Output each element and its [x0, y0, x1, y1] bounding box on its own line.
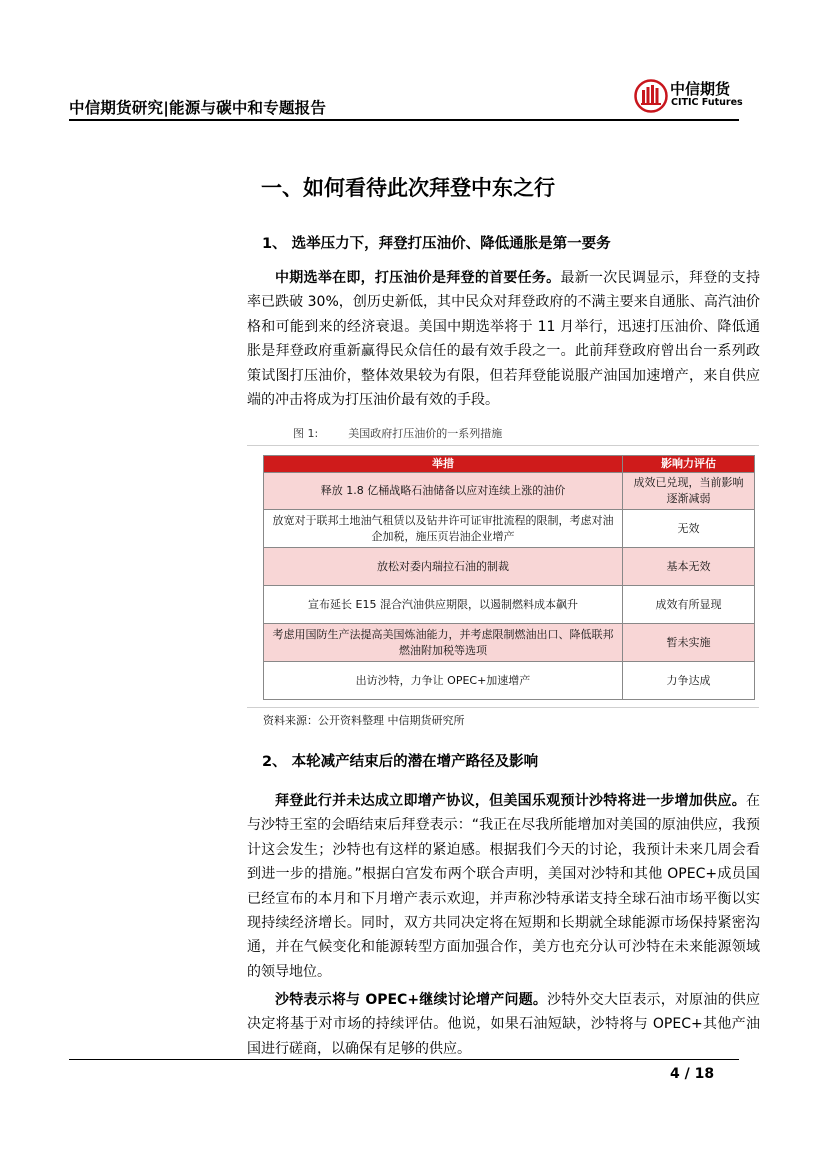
subsection-2-paragraph-1	[247, 789, 760, 984]
figure-source: 资料来源：公开资料整理 中信期货研究所	[263, 714, 465, 727]
paragraph-lead: 中期选举在即，打压油价是拜登的首要任务。	[275, 270, 561, 286]
report-header-title: 中信期货研究|能源与碳中和专题报告	[69, 99, 327, 117]
logo-english-name: CITIC Futures	[671, 97, 743, 108]
effect-cell: 力争达成	[623, 662, 755, 700]
figure-caption	[293, 425, 532, 441]
effect-cell: 暂未实施	[623, 624, 755, 662]
subsection-2-paragraph-2	[247, 988, 760, 1061]
column-header-measure: 举措	[264, 456, 623, 473]
measure-cell: 放宽对于联邦土地油气租赁以及钻井许可证审批流程的限制，考虑对油企加税，施压页岩油企业增产	[264, 510, 623, 548]
paragraph-body: 最新一次民调显示，拜登的支持率已跌破 30%，创历史新低，其中民众对拜登政府的不满主要来自通胀、高汽油价格和可能到来的经济衰退。美国中期选举将于 11 月举行，迅速打压油价、降低通胀是拜登政府重新赢得民众信任的最有效手段之一。此前拜登政府曾出台一系列政策试图打压油价，整体效果较为有限，但若拜登能说服产油国加速增产，来自供应端的冲击将成为打压油价最有效的手段。	[247, 270, 761, 409]
effect-cell: 无效	[623, 510, 755, 548]
citic-logo-icon	[634, 79, 668, 113]
figure-title: 美国政府打压油价的一系列措施	[348, 427, 503, 440]
paragraph-body: 在与沙特王室的会晤结束后拜登表示：“我正在尽我所能增加对美国的原油供应，我预计这会发生；沙特也有这样的紧迫感。根据我们今天的讨论，我预计未来几周会看到进一步的措施。”根据白宫发布两个联合声明，美国对沙特和其他 OPEC+成员国已经宣布的本月和下月增产表示欢迎，并声称沙特承诺支持全球石油市场平衡以实现持续经济增长。同时，双方共同决定将在短期和长期就全球能源市场保持紧密沟通，并在气候变化和能源转型方面加强合作，美方也充分认可沙特在未来能源领域的领导地位。	[247, 793, 760, 980]
paragraph-lead: 沙特表示将与 OPEC+继续讨论增产问题。	[275, 992, 548, 1008]
effect-cell: 成效有所显现	[623, 586, 755, 624]
figure-label: 图 1:	[293, 427, 319, 440]
table-row	[264, 548, 755, 586]
table-row	[264, 473, 755, 510]
measures-table	[263, 455, 755, 700]
subsection-1-title: 1、 选举压力下，拜登打压油价、降低通胀是第一要务	[262, 236, 611, 252]
paragraph-body: 沙特外交大臣表示，对原油的供应决定将基于对市场的持续评估。他说，如果石油短缺，沙特将与 OPEC+其他产油国进行磋商，以确保有足够的供应。	[247, 992, 760, 1057]
paragraph-lead: 拜登此行并未达成立即增产协议，但美国乐观预计沙特将进一步增加供应。	[275, 793, 746, 809]
effect-cell: 成效已兑现，当前影响逐渐减弱	[623, 473, 755, 510]
logo-chinese-name: 中信期货	[670, 80, 731, 98]
header-divider	[69, 119, 739, 121]
figure-bottom-rule	[247, 707, 759, 708]
figure-top-rule	[247, 445, 759, 446]
table-row	[264, 510, 755, 548]
page-number: 4 / 18	[670, 1066, 715, 1082]
effect-cell: 基本无效	[623, 548, 755, 586]
subsection-1-paragraph	[247, 266, 760, 412]
measure-cell: 放松对委内瑞拉石油的制裁	[264, 548, 623, 586]
table-row	[264, 662, 755, 700]
footer-divider	[69, 1059, 739, 1060]
table-row	[264, 624, 755, 662]
table-row	[264, 586, 755, 624]
table-header-row	[264, 456, 755, 473]
measure-cell: 考虑用国防生产法提高美国炼油能力，并考虑限制燃油出口、降低联邦燃油附加税等选项	[264, 624, 623, 662]
measure-cell: 出访沙特，力争让 OPEC+加速增产	[264, 662, 623, 700]
measure-cell: 释放 1.8 亿桶战略石油储备以应对连续上涨的油价	[264, 473, 623, 510]
subsection-2-title: 2、 本轮减产结束后的潜在增产路径及影响	[262, 754, 539, 770]
column-header-effect: 影响力评估	[623, 456, 755, 473]
section-title: 一、如何看待此次拜登中东之行	[261, 176, 555, 200]
measure-cell: 宣布延长 E15 混合汽油供应期限，以遏制燃料成本飙升	[264, 586, 623, 624]
